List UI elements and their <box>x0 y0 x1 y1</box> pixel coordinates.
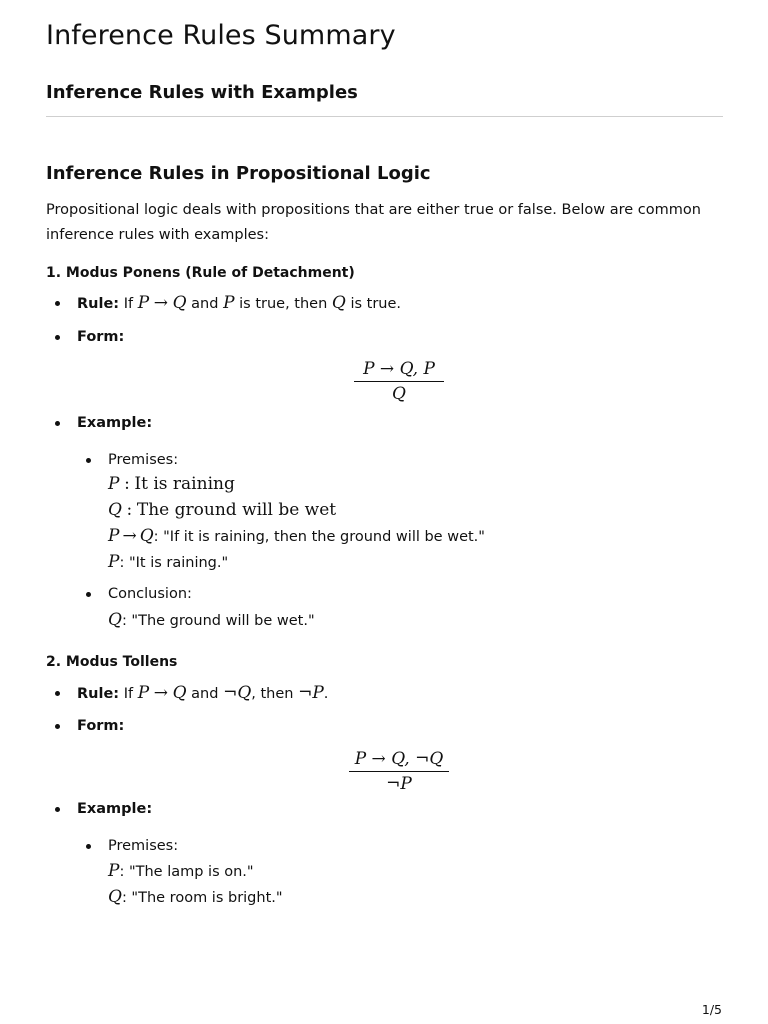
premise-p-statement: P: "The lamp is on." <box>108 861 254 881</box>
bullet-icon <box>86 458 91 463</box>
rule-label: Rule: <box>77 296 120 312</box>
modus-tollens-example-label: Example: <box>77 801 153 817</box>
bullet-icon <box>86 844 91 849</box>
divider <box>46 116 723 117</box>
page-number: 1/5 <box>701 1002 722 1017</box>
premises-label: Premises: <box>108 452 179 468</box>
premise-q-statement: Q: "The room is bright." <box>108 887 283 907</box>
premise-p-statement: P: "It is raining." <box>108 552 229 572</box>
premise-p-definition: P : It is raining <box>108 474 235 494</box>
modus-ponens-form-label: Form: <box>77 329 125 345</box>
fraction-numerator: P → Q, ¬Q <box>349 749 449 772</box>
modus-ponens-rule: Rule: If P → Q and P is true, then Q is true. <box>77 293 401 313</box>
modus-tollens-form-label: Form: <box>77 718 125 734</box>
modus-ponens-heading: 1. Modus Ponens (Rule of Detachment) <box>46 265 355 281</box>
document-title: Inference Rules Summary <box>46 20 396 51</box>
rule-label: Rule: <box>77 686 120 702</box>
modus-tollens-form-fraction <box>349 749 449 794</box>
bullet-icon <box>55 691 60 696</box>
fraction-denominator: ¬P <box>386 774 412 794</box>
bullet-icon <box>55 421 60 426</box>
premise-implication: P → Q: "If it is raining, then the ground will be wet." <box>108 526 485 546</box>
intro-paragraph: Propositional logic deals with propositions that are either true or false. Below are common inference rules with examples: <box>46 202 701 243</box>
fraction-numerator: P → Q, P <box>354 359 444 382</box>
modus-tollens-rule: Rule: If P → Q and ¬Q, then ¬P. <box>77 683 329 703</box>
document-subtitle: Inference Rules with Examples <box>46 82 358 103</box>
modus-ponens-form-fraction <box>354 359 444 404</box>
bullet-icon <box>55 335 60 340</box>
bullet-icon <box>86 592 91 597</box>
modus-ponens-example-label: Example: <box>77 415 153 431</box>
premises-label: Premises: <box>108 838 179 854</box>
conclusion-statement: Q: "The ground will be wet." <box>108 610 315 630</box>
bullet-icon <box>55 301 60 306</box>
bullet-icon <box>55 724 60 729</box>
conclusion-label: Conclusion: <box>108 586 192 602</box>
fraction-denominator: Q <box>392 384 406 404</box>
bullet-icon <box>55 807 60 812</box>
section-title: Inference Rules in Propositional Logic <box>46 163 431 184</box>
premise-q-definition: Q : The ground will be wet <box>108 500 337 520</box>
modus-tollens-heading: 2. Modus Tollens <box>46 654 178 670</box>
